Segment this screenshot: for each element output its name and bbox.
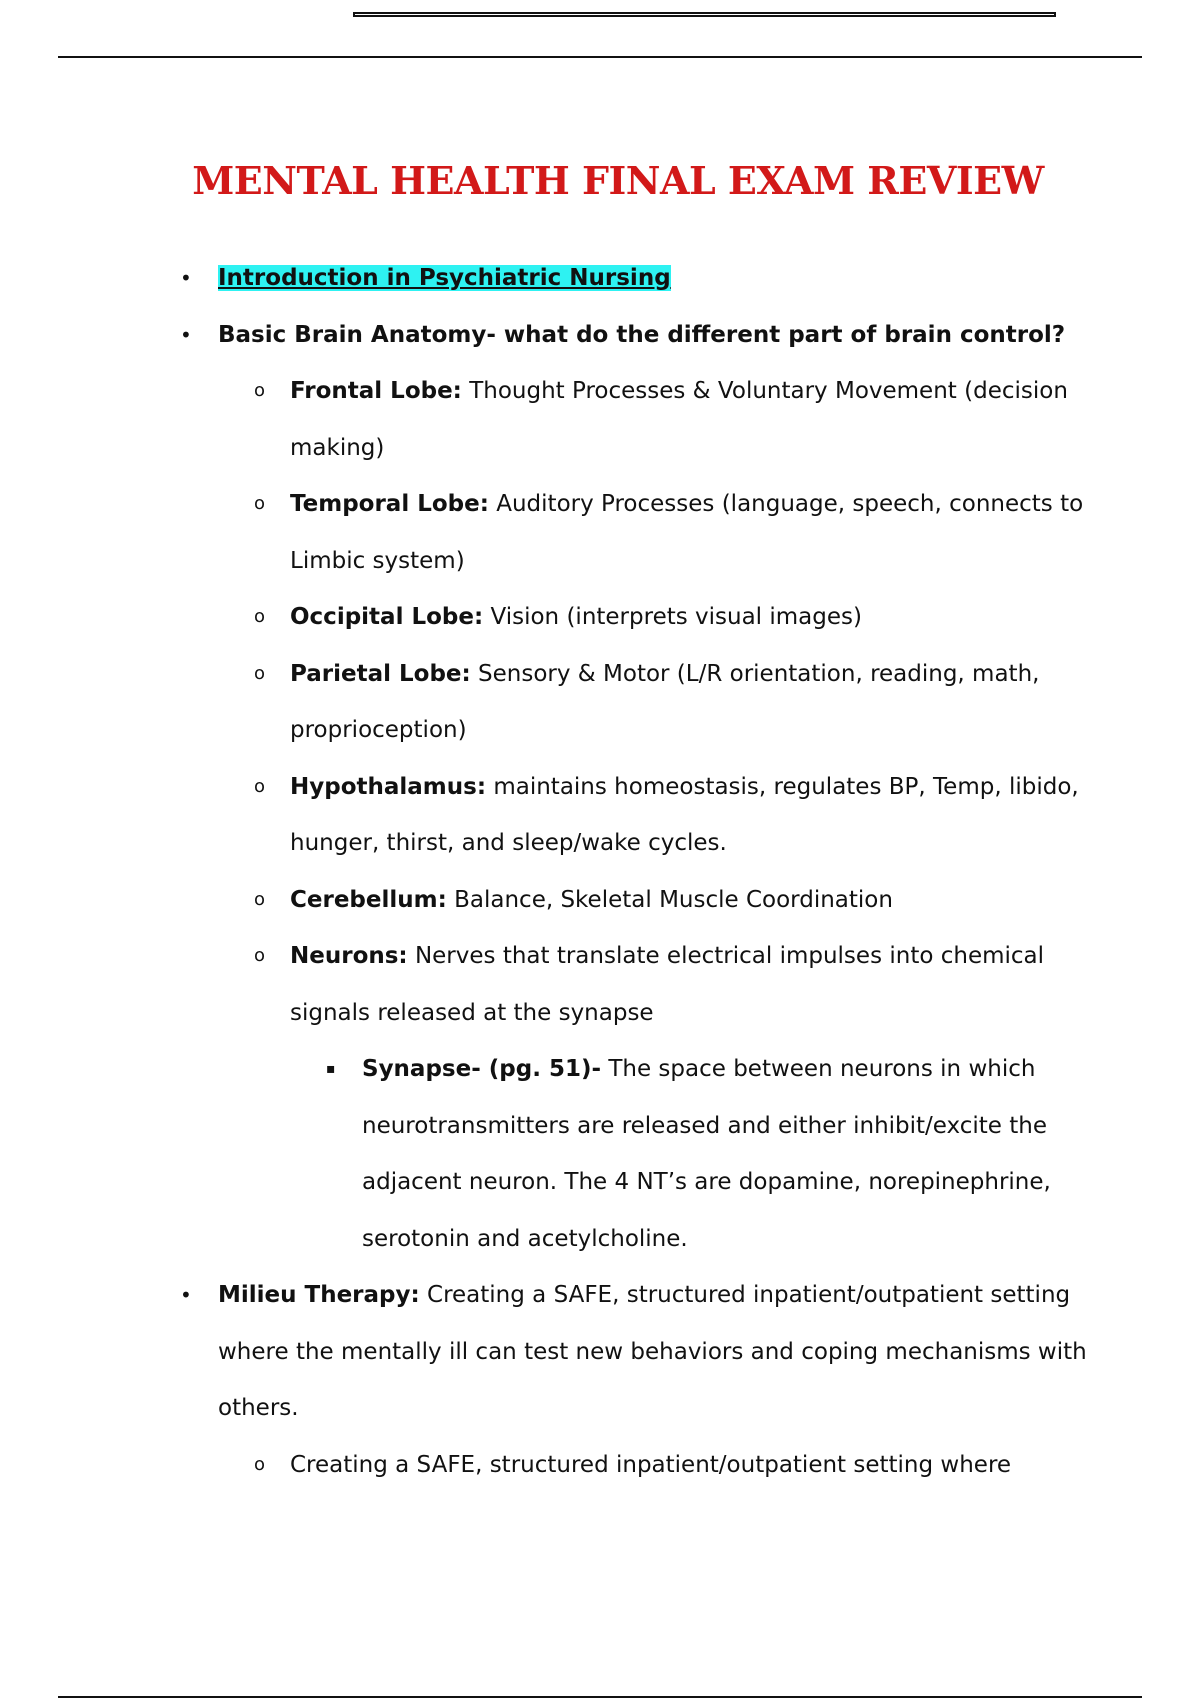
- item-text: Balance, Skeletal Muscle Coordination: [446, 886, 893, 913]
- header-box: [353, 12, 1056, 17]
- list-item: [218, 646, 1110, 759]
- circle-bullet-icon: o: [254, 493, 266, 514]
- item-text: Auditory Processes (language, speech, connects to Limbic system): [290, 491, 1084, 574]
- list-item: [0, 250, 1200, 307]
- item-label: Occipital Lobe:: [290, 604, 484, 630]
- section-heading-link[interactable]: Introduction in Psychiatric Nursing: [218, 265, 671, 291]
- list-item: [218, 872, 1110, 929]
- item-text: Sensory & Motor (L/R orientation, reading, math, proprioception): [290, 660, 1040, 743]
- footer-rule: [58, 1696, 1142, 1698]
- circle-bullet-icon: o: [254, 775, 266, 797]
- item-label: Temporal Lobe:: [290, 491, 489, 517]
- item-label: Synapse- (pg. 51)-: [362, 1056, 602, 1082]
- item-text: The space between neurons in which neurotransmitters are released and either inhibit/excite the adjacent neuron. The 4 NT’s are dopamine, norepinephrine, serotonin and acetylcholine.: [362, 1056, 1051, 1252]
- sublist: [218, 1437, 1110, 1494]
- circle-bullet-icon: o: [254, 662, 266, 684]
- item-label: Basic Brain Anatomy- what do the different part of brain control?: [218, 321, 1066, 348]
- item-label: Frontal Lobe:: [290, 378, 462, 404]
- list-item: [218, 1437, 1110, 1494]
- outline-list: [0, 250, 1200, 1493]
- disc-bullet-icon: •: [180, 322, 192, 347]
- item-text: Creating a SAFE, structured inpatient/outpatient setting where the mentally ill can test new behaviors and coping mechanisms with others.: [218, 1282, 1087, 1421]
- circle-bullet-icon: o: [254, 606, 266, 627]
- item-text: Nerves that translate electrical impulses into chemical signals released at the synapse: [290, 943, 1045, 1026]
- list-item: [218, 759, 1110, 872]
- circle-bullet-icon: o: [254, 888, 266, 910]
- list-item: [290, 1041, 1110, 1267]
- list-item: [0, 1267, 1200, 1493]
- item-text: Vision (interprets visual images): [483, 604, 862, 630]
- item-label: Cerebellum:: [290, 886, 447, 913]
- sublist: [218, 363, 1110, 1267]
- list-item: [218, 476, 1110, 589]
- item-text: maintains homeostasis, regulates BP, Temp, libido, hunger, thirst, and sleep/wake cycles.: [290, 773, 1079, 856]
- sublist: [290, 1041, 1110, 1267]
- document-body: [0, 250, 1200, 1493]
- circle-bullet-icon: o: [254, 1453, 266, 1475]
- square-bullet-icon: ▪: [326, 1061, 336, 1077]
- item-label: Parietal Lobe:: [290, 660, 471, 687]
- list-item: [218, 928, 1110, 1267]
- page-title: MENTAL HEALTH FINAL EXAM REVIEW: [192, 158, 1044, 203]
- header-rule: [58, 56, 1142, 58]
- item-label: Hypothalamus:: [290, 773, 487, 800]
- circle-bullet-icon: o: [254, 945, 266, 966]
- disc-bullet-icon: •: [180, 266, 192, 290]
- item-label: Milieu Therapy:: [218, 1282, 420, 1308]
- item-text: Thought Processes & Voluntary Movement (decision making): [290, 378, 1068, 461]
- list-item: [0, 307, 1200, 1268]
- list-item: [218, 589, 1110, 646]
- circle-bullet-icon: o: [254, 380, 266, 401]
- list-item: [218, 363, 1110, 476]
- item-text: Creating a SAFE, structured inpatient/outpatient setting where: [290, 1451, 1012, 1478]
- disc-bullet-icon: •: [180, 1283, 192, 1307]
- item-label: Neurons:: [290, 943, 408, 969]
